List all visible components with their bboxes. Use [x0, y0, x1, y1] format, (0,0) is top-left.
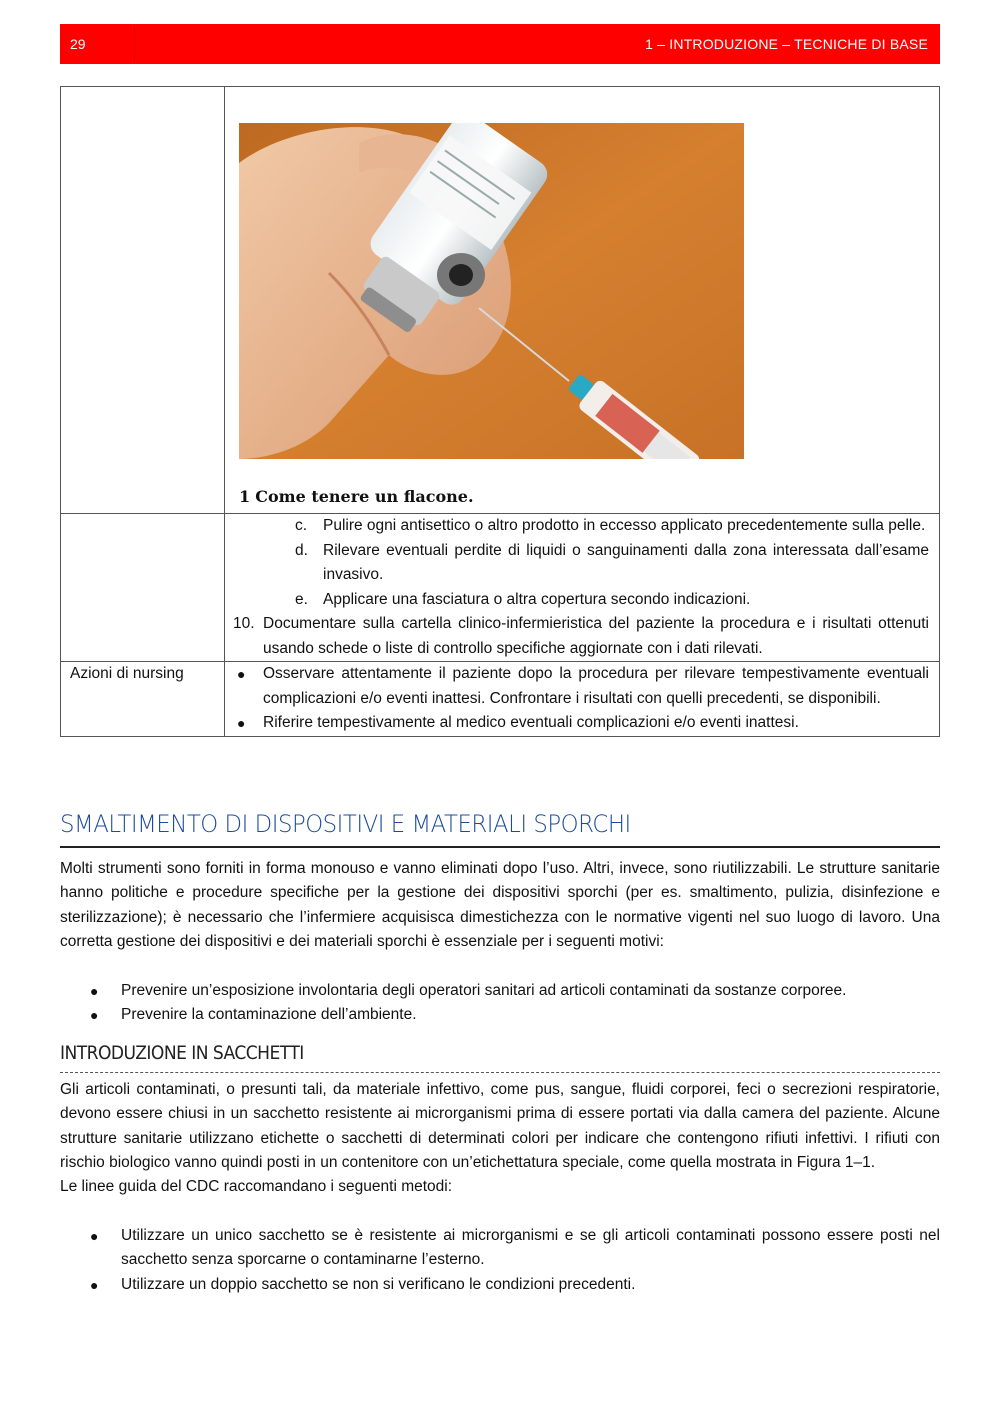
- header-divider: [134, 26, 135, 62]
- vial-syringe-photo: [239, 123, 744, 459]
- paragraph-text: Gli articoli contaminati, o presunti tali, da materiale infettivo, come pus, sangue, fluidi corporei, feci o secrezioni respiratorie, devono essere chiusi in un sacchetto resistente ai microrganismi prima di essere portati via dalla camera del paziente. Alcune strutture sanitarie utilizzano etichette o sacchetti di determinati colori per indicare che contengono rifiuti infettivi. I rifiuti con rischio biologico vanno quindi posti in un contenitore con un’etichettatura speciale, come quella mostrata in Figura 1–1.: [60, 1081, 940, 1171]
- chapter-title: 1 – INTRODUZIONE – TECNICHE DI BASE: [645, 36, 928, 52]
- caption-text: Come tenere un flacone.: [255, 487, 474, 506]
- list-marker: c.: [295, 517, 308, 534]
- bullet-dot-icon: ●: [90, 1228, 99, 1244]
- methods-list: [60, 1224, 940, 1297]
- nursing-row-label: Azioni di nursing: [61, 662, 225, 737]
- guidelines-intro: Le linee guida del CDC raccomandano i seguenti metodi:: [60, 1178, 453, 1196]
- bullet-dot-icon: ●: [237, 666, 246, 682]
- list-item: [60, 1273, 940, 1297]
- figure-caption: [239, 485, 474, 510]
- list-item-text: Pulire ogni antisettico o altro prodotto in eccesso applicato precedentemente sulla pelle.: [323, 517, 926, 534]
- list-item: [225, 539, 929, 588]
- list-marker: e.: [295, 590, 308, 608]
- list-item-text: Applicare una fasciatura o altra copertura secondo indicazioni.: [323, 590, 751, 608]
- reasons-list: [60, 979, 940, 1028]
- page-number: 29: [70, 36, 86, 52]
- list-item-text: Riferire tempestivamente al medico eventuali complicazioni e/o eventi inattesi.: [263, 714, 799, 731]
- caption-number: 1: [239, 487, 251, 506]
- section-intro: Molti strumenti sono forniti in forma monouso e vanno eliminati dopo l’uso. Altri, invece, sono riutilizzabili. Le strutture sanitarie hanno politiche e procedure specifiche per la gestione dei dispositivi sporchi (per es. smaltimento, pulizia, disinfezione e sterilizzazione); è necessario che l’infermiere acquisisca dimestichezza con le normative vigenti nel suo luogo di lavoro. Una corretta gestione dei dispositivi e dei materiali sporchi è essenziale per i seguenti motivi:: [60, 860, 940, 950]
- bullet-dot-icon: ●: [90, 983, 99, 999]
- section-heading: [60, 810, 940, 848]
- list-item-text: Osservare attentamente il paziente dopo la procedura per rilevare tempestivamente eventuali complicazioni e/o eventi inattesi. Confrontare i risultati con quelli precedenti, se disponibili.: [263, 665, 929, 707]
- list-item-text: Utilizzare un unico sacchetto se è resistente ai microrganismi e se gli articoli contaminati possono essere posti nel sacchetto senza sporcarne o contaminarne l’esterno.: [121, 1227, 940, 1269]
- nursing-row: [61, 662, 940, 737]
- list-item: [225, 662, 929, 711]
- figure-row: [61, 87, 940, 514]
- steps-cell: [225, 514, 940, 662]
- list-marker: d.: [295, 541, 308, 559]
- list-item: [225, 514, 929, 539]
- steps-row: [61, 514, 940, 662]
- list-item-text: Prevenire la contaminazione dell’ambiente.: [121, 1006, 417, 1024]
- figure-cell: [225, 87, 940, 514]
- page-header: [60, 24, 940, 64]
- nursing-cell: [225, 662, 940, 737]
- figure: [225, 87, 929, 513]
- list-item: [225, 588, 929, 613]
- list-item: [60, 979, 940, 1003]
- section-title: SMALTIMENTO DI DISPOSITIVI E MATERIALI SPORCHI: [60, 810, 631, 838]
- list-item: [225, 711, 929, 736]
- subsection-title: INTRODUZIONE IN SACCHETTI: [60, 1042, 304, 1064]
- bullet-dot-icon: ●: [90, 1276, 99, 1293]
- list-item-text: Documentare sulla cartella clinico-infermieristica del paziente la procedura e i risultati ottenuti usando schede o liste di controllo specifiche aggiornate con i dati rilevati.: [263, 615, 929, 657]
- list-item-text: Utilizzare un doppio sacchetto se non si verificano le condizioni precedenti.: [121, 1275, 636, 1293]
- procedure-table: [60, 86, 940, 737]
- steps-row-label: [61, 514, 225, 662]
- figure-row-label: [61, 87, 225, 514]
- list-marker: 10.: [233, 615, 255, 632]
- list-item-text: Rilevare eventuali perdite di liquidi o sanguinamenti dalla zona interessata dall’esame invasivo.: [323, 541, 929, 583]
- subsection-paragraph: [60, 1078, 940, 1199]
- list-item: [60, 1003, 940, 1027]
- list-item: [225, 612, 929, 661]
- list-item: [60, 1224, 940, 1273]
- bullet-dot-icon: ●: [90, 1007, 99, 1024]
- bullet-dot-icon: ●: [237, 715, 246, 731]
- list-item-text: Prevenire un’esposizione involontaria degli operatori sanitari ad articoli contaminati da sostanze corporee.: [121, 982, 847, 999]
- subsection-heading: [60, 1042, 940, 1073]
